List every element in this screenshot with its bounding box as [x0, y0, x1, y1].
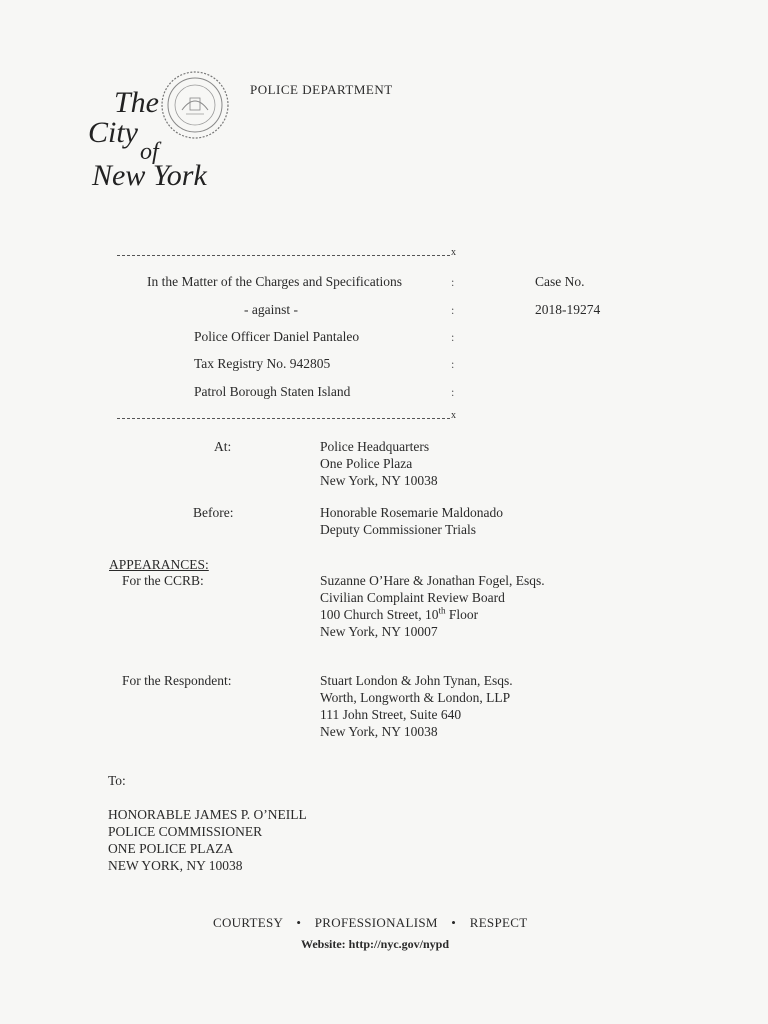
ccrb-line-4: New York, NY 10007 — [320, 624, 438, 639]
caption-colon-1: : — [451, 275, 455, 289]
caption-bottom-rule — [117, 418, 450, 419]
caption-top-x: x — [451, 247, 456, 258]
footer-website[interactable]: Website: http://nyc.gov/nypd — [301, 937, 450, 951]
caption-colon-2: : — [451, 303, 455, 317]
logo-of: of — [140, 139, 159, 165]
to-line-4: NEW YORK, NY 10038 — [108, 858, 243, 873]
motto-professionalism: PROFESSIONALISM — [314, 915, 438, 930]
to-line-1: HONORABLE JAMES P. O’NEILL — [108, 807, 307, 822]
caption-top-rule — [117, 255, 450, 256]
city-logo — [88, 86, 228, 198]
to-line-3: ONE POLICE PLAZA — [108, 841, 234, 856]
at-line-2: One Police Plaza — [320, 456, 413, 471]
motto-courtesy: COURTESY — [213, 915, 283, 930]
motto-respect: RESPECT — [469, 915, 528, 930]
caption-matter: In the Matter of the Charges and Specifications — [147, 274, 403, 289]
ccrb-address-street: 100 Church Street, 10 — [320, 607, 439, 622]
at-line-1: Police Headquarters — [320, 439, 430, 454]
ccrb-address-floor: Floor — [445, 607, 479, 622]
respondent-label: For the Respondent: — [122, 673, 232, 688]
before-line-2: Deputy Commissioner Trials — [320, 522, 477, 537]
before-label: Before: — [193, 505, 234, 520]
bullet-1: • — [296, 915, 302, 930]
caption-command: Patrol Borough Staten Island — [194, 384, 351, 399]
to-line-2: POLICE COMMISSIONER — [108, 824, 263, 839]
caption-tax-registry: Tax Registry No. 942805 — [194, 356, 331, 371]
case-number: 2018-19274 — [535, 302, 601, 317]
respondent-line-1: Stuart London & John Tynan, Esqs. — [320, 673, 513, 688]
caption-colon-4: : — [451, 357, 455, 371]
respondent-line-3: 111 John Street, Suite 640 — [320, 707, 462, 722]
respondent-line-4: New York, NY 10038 — [320, 724, 438, 739]
caption-officer: Police Officer Daniel Pantaleo — [194, 329, 360, 344]
respondent-line-2: Worth, Longworth & London, LLP — [320, 690, 511, 705]
case-label: Case No. — [535, 274, 585, 289]
bullet-2: • — [451, 915, 457, 930]
appearances-heading: APPEARANCES: — [109, 557, 209, 572]
to-label: To: — [108, 773, 126, 788]
caption-colon-3: : — [451, 330, 455, 344]
department-title: POLICE DEPARTMENT — [250, 82, 393, 97]
at-line-3: New York, NY 10038 — [320, 473, 438, 488]
caption-against: - against - — [244, 302, 298, 317]
caption-bottom-x: x — [451, 410, 456, 421]
ccrb-address-suffix: th — [438, 605, 446, 616]
before-line-1: Honorable Rosemarie Maldonado — [320, 505, 503, 520]
logo-new-york: New York — [92, 159, 207, 192]
footer-motto — [213, 914, 527, 931]
logo-city: City — [88, 116, 138, 149]
ccrb-label: For the CCRB: — [122, 573, 204, 588]
ccrb-line-1: Suzanne O’Hare & Jonathan Fogel, Esqs. — [320, 573, 545, 588]
at-label: At: — [214, 439, 232, 454]
logo-the: The — [114, 86, 159, 119]
ccrb-line-3 — [320, 606, 478, 623]
caption-colon-5: : — [451, 385, 455, 399]
ccrb-line-2: Civilian Complaint Review Board — [320, 590, 505, 605]
